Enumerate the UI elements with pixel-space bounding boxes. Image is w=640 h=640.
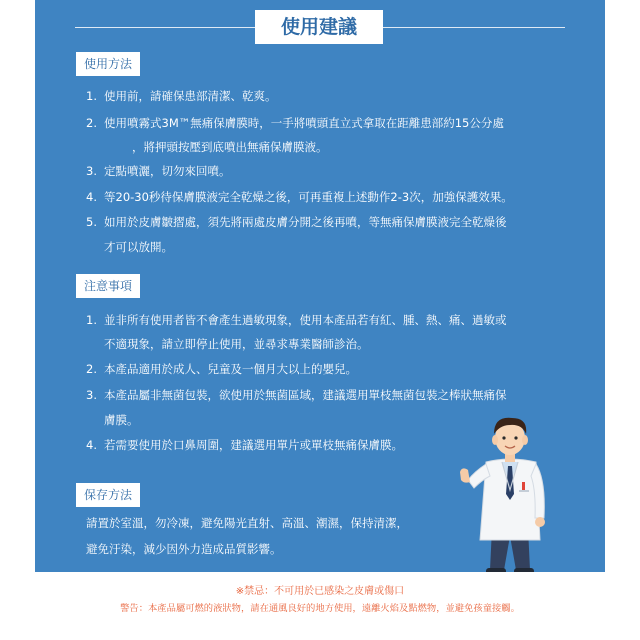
item-text	[104, 111, 554, 159]
item-text	[104, 86, 554, 111]
warning-text: 警告：本產品屬可燃的液狀物，請在通風良好的地方使用，遠離火焰及點燃物，並避免孩童接觸。	[120, 603, 520, 614]
list-item	[86, 111, 554, 159]
item-line: 並非所有使用者皆不會產生過敏現象，使用本產品若有紅、腫、熱、痛、過敏或	[104, 313, 507, 327]
item-line: 使用前，請確保患部清潔、乾爽。	[104, 89, 277, 103]
item-number: 4.	[86, 190, 97, 204]
item-number: 3.	[86, 164, 97, 178]
title-divider-left	[75, 27, 255, 28]
list-item	[86, 358, 554, 383]
list-item	[86, 210, 554, 260]
storage-line: 避免汙染，減少因外力造成品質影響。	[86, 542, 282, 556]
item-number: 3.	[86, 388, 97, 402]
item-line: ，將押頭按壓到底噴出無痛保膚膜液。	[132, 140, 328, 154]
usage-list	[86, 86, 554, 260]
item-line: 等20-30秒待保膚膜液完全乾燥之後，可再重複上述動作2-3次，加強保護效果。	[104, 190, 513, 204]
storage-line: 請置於室溫，勿冷凍，避免陽光直射、高溫、潮濕，保持清潔，	[86, 516, 408, 530]
item-number: 2.	[86, 362, 97, 376]
list-item	[86, 86, 554, 111]
page-title: 使用建議	[255, 10, 383, 44]
item-number: 5.	[86, 215, 97, 229]
item-line: 膚膜。	[104, 413, 139, 427]
item-line: 本產品適用於成人、兒童及一個月大以上的嬰兒。	[104, 362, 357, 376]
doctor-icon	[456, 410, 566, 582]
title-divider-right	[383, 27, 565, 28]
storage-text	[86, 513, 408, 565]
item-text	[104, 185, 554, 210]
item-line: 使用噴霧式3M™無痛保膚膜時，一手將噴頭直立式拿取在距離患部約15公分處	[104, 116, 504, 130]
section-heading-usage: 使用方法	[76, 52, 140, 76]
warning-footer	[35, 572, 605, 640]
list-item	[86, 185, 554, 210]
contraindication-text: ※禁忌：不可用於已感染之皮膚或傷口	[235, 586, 405, 597]
item-line: 才可以放開。	[104, 240, 173, 254]
item-text	[104, 159, 554, 185]
item-line: 不適現象，請立即停止使用，並尋求專業醫師診治。	[104, 337, 369, 351]
item-number: 2.	[86, 116, 97, 130]
item-number: 1.	[86, 89, 97, 103]
section-heading-storage: 保存方法	[76, 483, 140, 507]
list-item	[86, 308, 554, 358]
item-line: 定點噴灑，切勿來回噴。	[104, 164, 231, 178]
item-text	[104, 210, 554, 260]
section-heading-notes: 注意事項	[76, 274, 140, 298]
item-text	[104, 358, 554, 383]
item-number: 1.	[86, 313, 97, 327]
item-number: 4.	[86, 438, 97, 452]
item-text	[104, 308, 554, 358]
item-line: 如用於皮膚皺摺處，須先將兩處皮膚分開之後再噴，等無痛保膚膜液完全乾燥後	[104, 215, 507, 229]
list-item	[86, 159, 554, 185]
item-line: 本產品屬非無菌包裝，欲使用於無菌區域，建議選用單枝無菌包裝之棒狀無痛保	[104, 388, 507, 402]
item-line: 若需要使用於口鼻周圍，建議選用單片或單枝無痛保膚膜。	[104, 438, 403, 452]
